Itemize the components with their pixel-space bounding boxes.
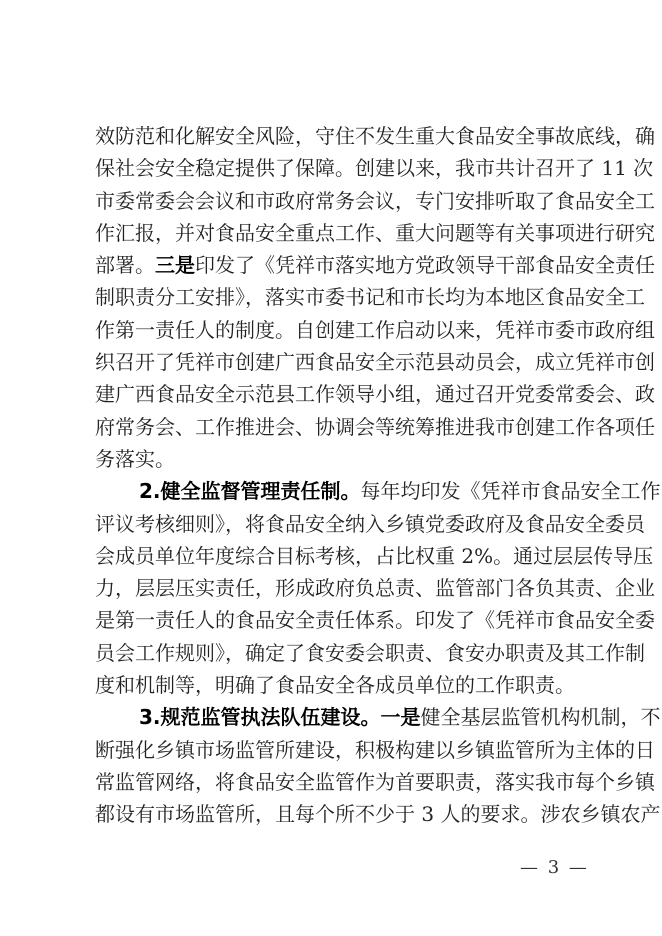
body-text: 常监管网络，将食品安全监管作为首要职责，落实我市每个乡镇: [95, 769, 655, 794]
body-text: 保社会安全稳定提供了保障。创建以来，我市共计召开了 11 次: [95, 156, 654, 181]
text-line: [95, 637, 645, 669]
body-text: 每年均印发《凭祥市食品安全工作: [360, 479, 661, 504]
text-line: [95, 669, 583, 701]
bold-heading-text: 三是: [155, 253, 195, 278]
text-line: [95, 734, 655, 766]
bold-heading-text: 3.规范监管执法队伍建设。一是: [139, 705, 421, 730]
body-text: 印发了《凭祥市落实地方党政领导干部食品安全责任: [195, 253, 655, 278]
body-text: 作第一责任人的制度。自创建工作启动以来，凭祥市委市政府组: [95, 317, 655, 342]
body-text: 市委常委会会议和市政府常务会议，专门安排听取了食品安全工: [95, 188, 655, 213]
body-text: 力，层层压实责任，形成政府负总责、监管部门各负其责、企业: [95, 576, 655, 601]
body-text: 作汇报，并对食品安全重点工作、重大问题等有关事项进行研究: [95, 220, 655, 245]
page-number: — 3 —: [520, 857, 589, 878]
text-line: [95, 766, 655, 798]
text-line: [95, 281, 645, 313]
body-text: 部署。: [95, 253, 155, 278]
bold-heading-text: 2.健全监督管理责任制。: [139, 479, 361, 504]
text-line: [95, 378, 655, 410]
body-text: 评议考核细则》，将食品安全纳入乡镇党委政府及食品安全委员: [95, 511, 645, 536]
text-line: [95, 152, 654, 184]
text-line: [95, 475, 661, 507]
text-line: [95, 120, 655, 152]
text-line: [95, 604, 655, 636]
body-text: 是第一责任人的食品安全责任体系。印发了《凭祥市食品安全委: [95, 608, 655, 633]
text-line: [95, 346, 655, 378]
text-line: [95, 540, 654, 572]
text-line: [95, 314, 655, 346]
document-body: [95, 120, 661, 831]
text-line: [95, 443, 583, 475]
text-line: [95, 185, 655, 217]
body-text: 建广西食品安全示范县工作领导小组，通过召开党委常委会、政: [95, 382, 655, 407]
text-line: [95, 249, 655, 281]
text-line: [95, 701, 661, 733]
body-text: 员会工作规则》，确定了食安委会职责、食安办职责及其工作制: [95, 640, 645, 665]
body-text: 度和机制等，明确了食品安全各成员单位的工作职责。: [95, 673, 575, 698]
body-text: 织召开了凭祥市创建广西食品安全示范县动员会，成立凭祥市创: [95, 350, 655, 375]
text-line: [95, 798, 661, 830]
body-text: 都设有市场监管所，且每个所不少于 3 人的要求。涉农乡镇农产: [95, 802, 661, 827]
body-text: 健全基层监管机构机制，不: [420, 705, 661, 730]
body-text: 务落实。: [95, 446, 175, 471]
body-text: 制职责分工安排》，落实市委书记和市长均为本地区食品安全工: [95, 285, 645, 310]
body-text: 府常务会、工作推进会、协调会等统筹推进我市创建工作各项任: [95, 414, 655, 439]
body-text: 会成员单位年度综合目标考核，占比权重 2%。通过层层传导压: [95, 543, 654, 568]
text-line: [95, 411, 655, 443]
text-line: [95, 217, 655, 249]
text-line: [95, 572, 655, 604]
body-text: 效防范和化解安全风险，守住不发生重大食品安全事故底线，确: [95, 124, 655, 148]
text-line: [95, 508, 645, 540]
body-text: 断强化乡镇市场监管所建设，积极构建以乡镇监管所为主体的日: [95, 737, 655, 762]
